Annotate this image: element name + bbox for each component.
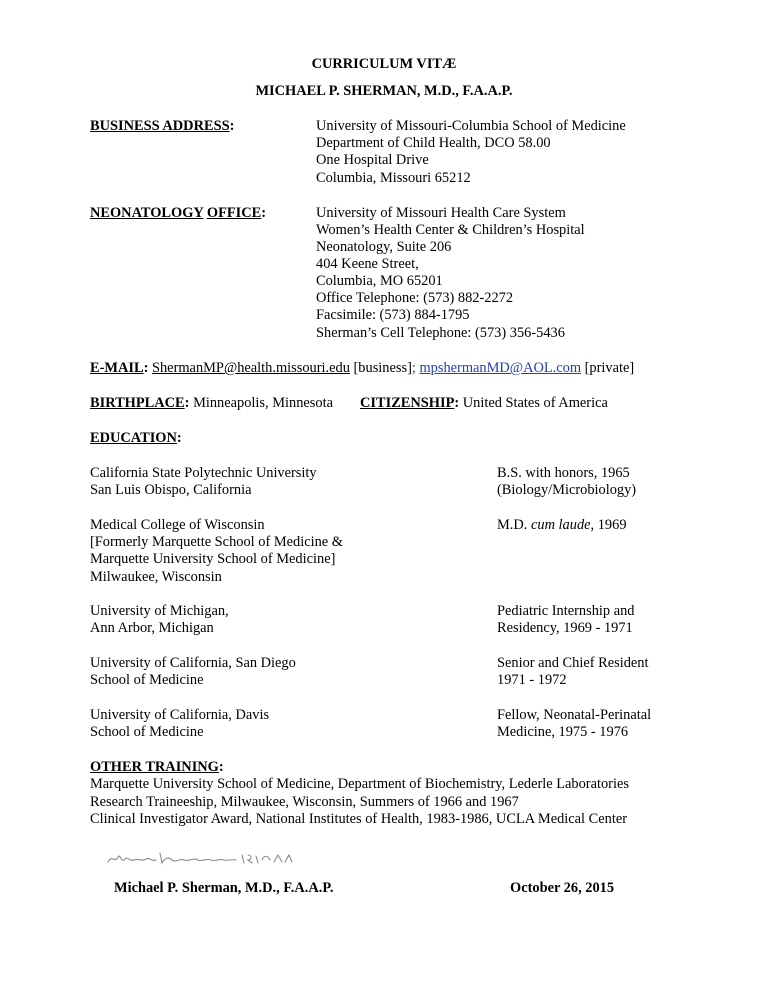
edu-4-left-2: School of Medicine	[90, 672, 204, 688]
birthplace-label: BIRTHPLACE	[90, 395, 185, 411]
edu-3-right-2: Residency, 1969 - 1971	[497, 620, 633, 636]
citizenship-value: United States of America	[462, 395, 608, 411]
office-label-a: NEONATOLOGY	[90, 205, 204, 221]
business-address-label-text: BUSINESS ADDRESS	[90, 118, 230, 134]
training-line-2: Research Traineeship, Milwaukee, Wisconsin, Summers of 1966 and 1967	[90, 794, 519, 810]
email-separator: ;	[411, 360, 416, 376]
citizenship-label-wrap	[360, 395, 459, 411]
edu-1-left-1: California State Polytechnic University	[90, 465, 317, 481]
business-address-colon: :	[229, 118, 235, 134]
office-line-6: Office Telephone: (573) 882-2272	[316, 290, 514, 306]
education-label: EDUCATION	[90, 430, 177, 446]
office-line-5: Columbia, MO 65201	[316, 273, 443, 289]
edu-3-left-1: University of Michigan,	[90, 603, 229, 619]
edu-2-right	[497, 517, 627, 534]
footer-date: October 26, 2015	[510, 880, 615, 896]
office-label	[90, 205, 266, 222]
edu-4-right-2: 1971 - 1972	[497, 672, 567, 688]
citizenship-row	[360, 395, 608, 412]
private-email-link[interactable]: mpshermanMD@AOL.com	[419, 360, 582, 376]
office-label-b: OFFICE	[206, 205, 262, 221]
business-line-3: One Hospital Drive	[316, 152, 429, 168]
edu-2-left-2: [Formerly Marquette School of Medicine &	[90, 534, 343, 550]
document-title: CURRICULUM VITÆ	[311, 56, 457, 72]
edu-5-right-1: Fellow, Neonatal-Perinatal	[497, 707, 652, 723]
birthplace-colon: :	[184, 395, 190, 411]
edu-2-left-3: Marquette University School of Medicine]	[90, 551, 336, 567]
business-address-label	[90, 118, 234, 135]
office-line-4: 404 Keene Street,	[316, 256, 419, 272]
business-email-tag: [business]	[353, 360, 412, 376]
private-email-tag: [private]	[584, 360, 635, 376]
edu-1-right-2: (Biology/Microbiology)	[497, 482, 637, 498]
handwritten-signature	[106, 850, 296, 868]
document-name: MICHAEL P. SHERMAN, M.D., F.A.A.P.	[255, 83, 513, 99]
edu-1-right-1: B.S. with honors, 1965	[497, 465, 630, 481]
edu-2-left-1: Medical College of Wisconsin	[90, 517, 265, 533]
business-line-4: Columbia, Missouri 65212	[316, 170, 471, 186]
business-line-2: Department of Child Health, DCO 58.00	[316, 135, 551, 151]
training-heading	[90, 759, 224, 776]
edu-2-degree: M.D.	[497, 517, 531, 533]
edu-5-left-2: School of Medicine	[90, 724, 204, 740]
business-email-link[interactable]: ShermanMP@health.missouri.edu	[151, 360, 350, 376]
email-row	[90, 360, 634, 377]
birthplace-label-wrap	[90, 395, 189, 411]
edu-4-right-1: Senior and Chief Resident	[497, 655, 649, 671]
office-colon: :	[261, 205, 267, 221]
footer-name: Michael P. Sherman, M.D., F.A.A.P.	[114, 880, 334, 896]
edu-5-right-2: Medicine, 1975 - 1976	[497, 724, 629, 740]
office-line-3: Neonatology, Suite 206	[316, 239, 452, 255]
education-colon: :	[176, 430, 182, 446]
office-line-1: University of Missouri Health Care System	[316, 205, 566, 221]
edu-5-left-1: University of California, Davis	[90, 707, 270, 723]
email-label: E-MAIL	[90, 360, 144, 376]
office-line-7: Facsimile: (573) 884-1795	[316, 307, 470, 323]
email-label-wrap	[90, 360, 148, 376]
edu-3-right-1: Pediatric Internship and	[497, 603, 635, 619]
edu-2-left-4: Milwaukee, Wisconsin	[90, 569, 222, 585]
training-line-3: Clinical Investigator Award, National Institutes of Health, 1983-1986, UCLA Medical Center	[90, 811, 628, 827]
birthplace-value: Minneapolis, Minnesota	[193, 395, 333, 411]
birthplace-row	[90, 395, 333, 412]
training-colon: :	[218, 759, 224, 775]
training-label: OTHER TRAINING	[90, 759, 219, 775]
edu-3-left-2: Ann Arbor, Michigan	[90, 620, 214, 636]
citizenship-colon: :	[454, 395, 460, 411]
edu-2-honor: cum laude	[530, 517, 591, 533]
office-line-2: Women’s Health Center & Children’s Hospital	[316, 222, 585, 238]
email-colon: :	[143, 360, 149, 376]
citizenship-label: CITIZENSHIP	[360, 395, 455, 411]
office-line-8: Sherman’s Cell Telephone: (573) 356-5436	[316, 325, 565, 341]
education-heading	[90, 430, 182, 447]
training-line-1: Marquette University School of Medicine, Department of Biochemistry, Lederle Laboratories	[90, 776, 629, 792]
edu-1-left-2: San Luis Obispo, California	[90, 482, 252, 498]
business-line-1: University of Missouri-Columbia School of Medicine	[316, 118, 626, 134]
edu-4-left-1: University of California, San Diego	[90, 655, 296, 671]
edu-2-year: , 1969	[590, 517, 627, 533]
